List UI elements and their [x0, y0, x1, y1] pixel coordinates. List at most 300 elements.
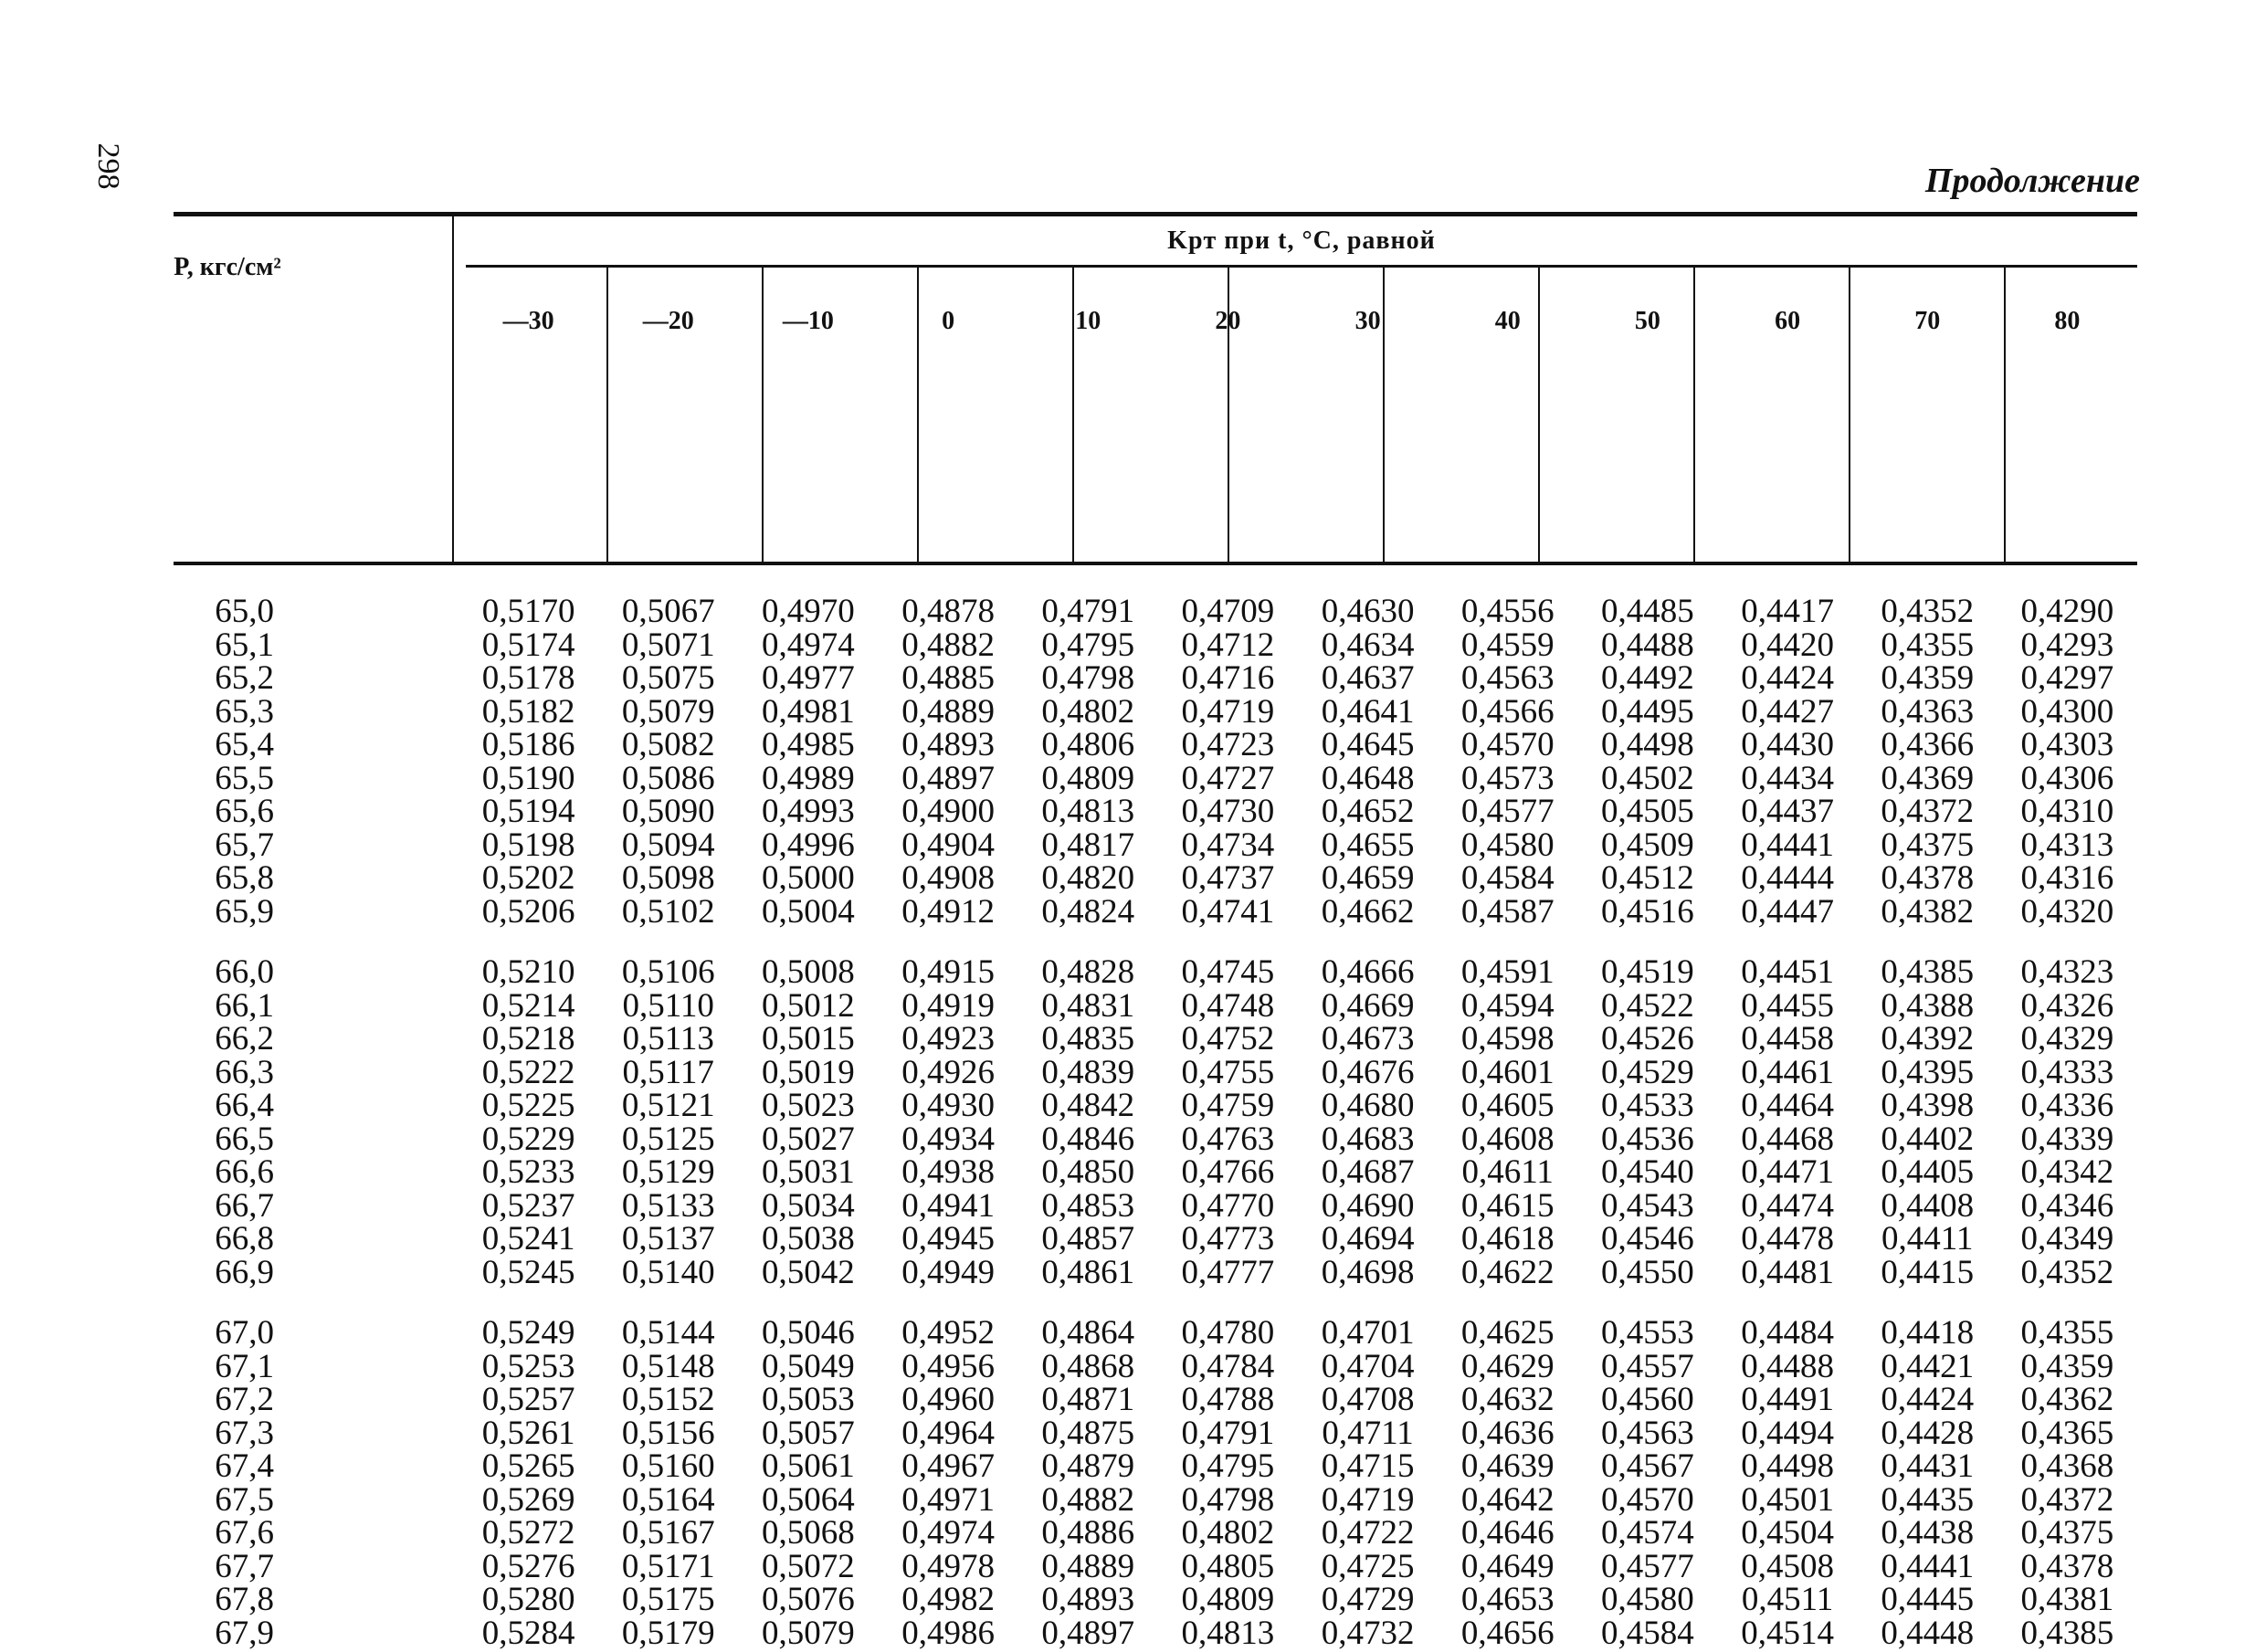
value-cell: 0,5094	[621, 826, 715, 864]
value-cell: 0,5272	[481, 1514, 575, 1552]
value-cell: 0,5164	[621, 1480, 715, 1519]
value-cell: 0,4734	[1181, 826, 1275, 864]
value-cell: 0,4362	[2020, 1381, 2114, 1418]
value-cell: 0,4784	[1181, 1347, 1275, 1385]
value-cell: 0,5031	[762, 1153, 855, 1191]
pressure-cell: 67,3	[215, 1414, 274, 1452]
table-row	[174, 1153, 2137, 1191]
value-cell: 0,4709	[1181, 593, 1275, 630]
value-cell: 0,4567	[1601, 1447, 1694, 1485]
value-cell: 0,4405	[1881, 1153, 1975, 1191]
value-cell: 0,4755	[1181, 1053, 1275, 1091]
value-cell: 0,4498	[1741, 1447, 1834, 1485]
pressure-cell: 66,9	[215, 1253, 274, 1291]
pressure-cell: 67,7	[215, 1547, 274, 1585]
value-cell: 0,4630	[1321, 593, 1415, 630]
value-cell: 0,5198	[481, 826, 575, 864]
value-cell: 0,5075	[621, 659, 715, 697]
header-bottom-rule	[174, 562, 2137, 565]
value-cell: 0,4971	[901, 1480, 995, 1519]
value-cell: 0,5053	[762, 1381, 855, 1418]
pressure-cell: 67,0	[215, 1314, 274, 1352]
value-cell: 0,4715	[1321, 1447, 1415, 1485]
value-cell: 0,4411	[1881, 1220, 1974, 1257]
value-cell: 0,4431	[1881, 1447, 1975, 1485]
value-cell: 0,4770	[1181, 1186, 1275, 1225]
value-cell: 0,4418	[1881, 1314, 1975, 1352]
value-cell: 0,4492	[1601, 659, 1694, 697]
table-row	[174, 1381, 2137, 1418]
value-cell: 0,4451	[1741, 953, 1834, 991]
table-row	[174, 1253, 2137, 1291]
value-cell: 0,4428	[1881, 1414, 1975, 1452]
value-cell: 0,5068	[762, 1514, 855, 1552]
value-cell: 0,4424	[1881, 1381, 1975, 1418]
value-cell: 0,4982	[901, 1581, 995, 1618]
value-cell: 0,4809	[1181, 1581, 1275, 1618]
pressure-cell: 66,2	[215, 1020, 274, 1057]
value-cell: 0,4868	[1041, 1347, 1135, 1385]
value-cell: 0,5015	[762, 1020, 855, 1057]
value-cell: 0,4398	[1881, 1087, 1975, 1124]
value-cell: 0,5082	[621, 726, 715, 763]
value-cell: 0,5249	[481, 1314, 575, 1352]
value-cell: 0,4474	[1741, 1186, 1834, 1225]
value-cell: 0,4570	[1601, 1480, 1694, 1519]
value-cell: 0,4919	[901, 986, 995, 1025]
value-cell: 0,4864	[1041, 1314, 1135, 1352]
value-cell: 0,4359	[1881, 659, 1975, 697]
value-cell: 0,4375	[1881, 826, 1975, 864]
value-cell: 0,4842	[1041, 1087, 1135, 1124]
table-row	[174, 892, 2137, 931]
value-cell: 0,4831	[1041, 986, 1135, 1025]
value-cell: 0,4716	[1181, 659, 1275, 697]
value-cell: 0,5079	[762, 1614, 855, 1652]
value-cell: 0,4553	[1601, 1314, 1694, 1352]
value-cell: 0,4306	[2020, 759, 2114, 797]
pressure-cell: 65,6	[215, 793, 274, 830]
value-cell: 0,4536	[1601, 1120, 1694, 1158]
value-cell: 0,4598	[1460, 1020, 1555, 1057]
value-cell: 0,4326	[2020, 986, 2114, 1025]
value-cell: 0,4543	[1601, 1186, 1694, 1225]
value-cell: 0,4508	[1741, 1547, 1834, 1585]
value-cell: 0,4656	[1460, 1614, 1555, 1652]
value-cell: 0,4504	[1741, 1514, 1834, 1552]
table-row	[174, 1547, 2137, 1585]
value-cell: 0,5110	[622, 986, 714, 1025]
table-row	[174, 1480, 2137, 1519]
value-cell: 0,4945	[901, 1220, 995, 1257]
value-cell: 0,5071	[621, 626, 715, 664]
temperature-column-header: —20	[642, 307, 694, 335]
value-cell: 0,4934	[901, 1120, 995, 1158]
value-cell: 0,4577	[1460, 793, 1555, 830]
value-cell: 0,5140	[621, 1253, 715, 1291]
value-cell: 0,4511	[1741, 1581, 1834, 1618]
value-cell: 0,4646	[1460, 1514, 1555, 1552]
value-cell: 0,4752	[1181, 1020, 1275, 1057]
value-cell: 0,4378	[2020, 1547, 2114, 1585]
value-cell: 0,4809	[1041, 759, 1135, 797]
value-cell: 0,4719	[1181, 692, 1275, 731]
temperature-column-header: 70	[1914, 307, 1941, 335]
value-cell: 0,4676	[1321, 1053, 1415, 1091]
temperature-column-header: 60	[1775, 307, 1801, 335]
value-cell: 0,4388	[1881, 986, 1975, 1025]
value-cell: 0,4879	[1041, 1447, 1135, 1485]
value-cell: 0,5113	[622, 1020, 714, 1057]
value-cell: 0,4857	[1041, 1220, 1135, 1257]
value-cell: 0,4529	[1601, 1053, 1694, 1091]
value-cell: 0,4915	[901, 953, 995, 991]
value-cell: 0,5042	[762, 1253, 855, 1291]
value-cell: 0,5079	[621, 692, 715, 731]
value-cell: 0,5004	[762, 892, 855, 931]
value-cell: 0,4560	[1601, 1381, 1694, 1418]
value-cell: 0,5148	[621, 1347, 715, 1385]
value-cell: 0,4662	[1321, 892, 1415, 931]
value-cell: 0,4587	[1460, 892, 1555, 931]
value-cell: 0,5076	[762, 1581, 855, 1618]
continued-label: Продолжение	[1924, 162, 2140, 200]
pressure-cell: 67,5	[215, 1480, 274, 1519]
value-cell: 0,4498	[1601, 726, 1694, 763]
value-cell: 0,5269	[481, 1480, 575, 1519]
table-row	[174, 1414, 2137, 1452]
value-cell: 0,5144	[621, 1314, 715, 1352]
table-row	[174, 1186, 2137, 1225]
value-cell: 0,4850	[1041, 1153, 1135, 1191]
value-cell: 0,4481	[1741, 1253, 1834, 1291]
value-cell: 0,4461	[1741, 1053, 1834, 1091]
value-cell: 0,4795	[1181, 1447, 1275, 1485]
value-cell: 0,4985	[762, 726, 855, 763]
value-cell: 0,4886	[1041, 1514, 1135, 1552]
table-row	[174, 1347, 2137, 1385]
value-cell: 0,4820	[1041, 859, 1135, 897]
pressure-cell: 66,1	[215, 986, 274, 1025]
value-cell: 0,4381	[2020, 1581, 2114, 1618]
value-cell: 0,4352	[1881, 593, 1975, 630]
pressure-cell: 66,5	[215, 1120, 274, 1158]
value-cell: 0,4977	[762, 659, 855, 697]
value-cell: 0,4759	[1181, 1087, 1275, 1124]
value-cell: 0,4653	[1460, 1581, 1555, 1618]
pressure-cell: 65,3	[215, 692, 274, 731]
value-cell: 0,4828	[1041, 953, 1135, 991]
value-cell: 0,4438	[1881, 1514, 1975, 1552]
value-cell: 0,4550	[1601, 1253, 1694, 1291]
table-row	[174, 692, 2137, 731]
value-cell: 0,4655	[1321, 826, 1415, 864]
value-cell: 0,4723	[1181, 726, 1275, 763]
pressure-cell: 65,9	[215, 892, 274, 931]
value-cell: 0,4683	[1321, 1120, 1415, 1158]
value-cell: 0,4608	[1460, 1120, 1555, 1158]
pressure-cell: 66,8	[215, 1220, 274, 1257]
value-cell: 0,4727	[1181, 759, 1275, 797]
value-cell: 0,4339	[2020, 1120, 2114, 1158]
value-cell: 0,4297	[2020, 659, 2114, 697]
value-cell: 0,4501	[1741, 1480, 1834, 1519]
value-cell: 0,4488	[1601, 626, 1694, 664]
value-cell: 0,4591	[1460, 953, 1555, 991]
value-cell: 0,4708	[1321, 1381, 1415, 1418]
value-cell: 0,4320	[2020, 892, 2114, 931]
value-cell: 0,5008	[762, 953, 855, 991]
value-cell: 0,5061	[762, 1447, 855, 1485]
table-row	[174, 1120, 2137, 1158]
pressure-cell: 67,9	[215, 1614, 274, 1652]
value-cell: 0,4645	[1321, 726, 1415, 763]
value-cell: 0,4737	[1181, 859, 1275, 897]
table-row	[174, 795, 2137, 828]
value-cell: 0,5019	[762, 1053, 855, 1091]
value-cell: 0,4748	[1181, 986, 1275, 1025]
value-cell: 0,5034	[762, 1186, 855, 1225]
value-cell: 0,4375	[2020, 1514, 2114, 1552]
value-cell: 0,4455	[1741, 986, 1834, 1025]
value-cell: 0,4900	[901, 793, 995, 830]
value-cell: 0,4669	[1321, 986, 1415, 1025]
value-cell: 0,4359	[2020, 1347, 2114, 1385]
table-row	[174, 1614, 2137, 1652]
value-cell: 0,4788	[1181, 1381, 1275, 1418]
value-cell: 0,4484	[1741, 1314, 1834, 1352]
value-cell: 0,5190	[481, 759, 575, 797]
value-cell: 0,5046	[762, 1314, 855, 1352]
value-cell: 0,4329	[2020, 1020, 2114, 1057]
value-cell: 0,4993	[762, 793, 855, 830]
value-cell: 0,4806	[1041, 726, 1135, 763]
value-cell: 0,5049	[762, 1347, 855, 1385]
value-cell: 0,5125	[621, 1120, 715, 1158]
value-cell: 0,4659	[1321, 859, 1415, 897]
value-cell: 0,4871	[1041, 1381, 1135, 1418]
value-cell: 0,4488	[1741, 1347, 1834, 1385]
value-cell: 0,4333	[2020, 1053, 2114, 1091]
value-cell: 0,4741	[1181, 892, 1275, 931]
value-cell: 0,4711	[1322, 1414, 1414, 1452]
value-cell: 0,4893	[1041, 1581, 1135, 1618]
value-cell: 0,4642	[1460, 1480, 1555, 1519]
value-cell: 0,5129	[621, 1153, 715, 1191]
value-cell: 0,5167	[621, 1514, 715, 1552]
table-row	[174, 1053, 2137, 1091]
value-cell: 0,4494	[1741, 1414, 1834, 1452]
value-cell: 0,5106	[621, 953, 715, 991]
value-cell: 0,5072	[762, 1547, 855, 1585]
value-cell: 0,5194	[481, 793, 575, 830]
value-cell: 0,4824	[1041, 892, 1135, 931]
value-cell: 0,4355	[1881, 626, 1975, 664]
value-cell: 0,4941	[901, 1186, 995, 1225]
temperature-column-header: 0	[942, 307, 955, 335]
value-cell: 0,5067	[621, 593, 715, 630]
value-cell: 0,5090	[621, 793, 715, 830]
value-cell: 0,4300	[2020, 692, 2114, 731]
value-cell: 0,4780	[1181, 1314, 1275, 1352]
value-cell: 0,4448	[1881, 1614, 1975, 1652]
value-cell: 0,4791	[1181, 1414, 1275, 1452]
value-cell: 0,4875	[1041, 1414, 1135, 1452]
value-cell: 0,4447	[1741, 892, 1834, 931]
value-cell: 0,4813	[1181, 1614, 1275, 1652]
value-cell: 0,4505	[1601, 793, 1694, 830]
value-cell: 0,5175	[621, 1581, 715, 1618]
value-cell: 0,5182	[481, 692, 575, 731]
value-cell: 0,4349	[2020, 1220, 2114, 1257]
value-cell: 0,4577	[1601, 1547, 1694, 1585]
value-cell: 0,4441	[1881, 1547, 1975, 1585]
value-cell: 0,4574	[1601, 1514, 1694, 1552]
value-cell: 0,4882	[1041, 1480, 1135, 1519]
value-cell: 0,4366	[1881, 726, 1975, 763]
value-cell: 0,4509	[1601, 826, 1694, 864]
value-cell: 0,4382	[1881, 892, 1975, 931]
header-sub-rule	[466, 265, 2137, 268]
value-cell: 0,4313	[2020, 826, 2114, 864]
value-cell: 0,4372	[1881, 793, 1975, 830]
value-cell: 0,4889	[901, 692, 995, 731]
value-cell: 0,4290	[2020, 593, 2114, 630]
value-cell: 0,4293	[2020, 626, 2114, 664]
page-number: 298	[91, 142, 125, 190]
value-cell: 0,5137	[621, 1220, 715, 1257]
value-cell: 0,5160	[621, 1447, 715, 1485]
temperature-column-header: 30	[1354, 307, 1381, 335]
value-cell: 0,4355	[2020, 1314, 2114, 1352]
value-cell: 0,4687	[1321, 1153, 1415, 1191]
value-cell: 0,5102	[621, 892, 715, 931]
value-cell: 0,4813	[1041, 793, 1135, 830]
value-cell: 0,5117	[622, 1053, 714, 1091]
value-cell: 0,4649	[1460, 1547, 1555, 1585]
pressure-cell: 67,1	[215, 1347, 274, 1385]
value-cell: 0,4673	[1321, 1020, 1415, 1057]
table-row	[174, 726, 2137, 763]
value-cell: 0,5253	[481, 1347, 575, 1385]
value-cell: 0,4437	[1741, 793, 1834, 830]
table-row	[174, 759, 2137, 797]
value-cell: 0,4719	[1321, 1480, 1415, 1519]
value-cell: 0,4698	[1321, 1253, 1415, 1291]
k-header: Kpт при t, °C, равной	[1167, 226, 1436, 255]
value-cell: 0,4385	[2020, 1614, 2114, 1652]
value-cell: 0,4773	[1181, 1220, 1275, 1257]
value-cell: 0,4817	[1041, 826, 1135, 864]
pressure-cell: 66,3	[215, 1053, 274, 1091]
value-cell: 0,5057	[762, 1414, 855, 1452]
value-cell: 0,4897	[1041, 1614, 1135, 1652]
value-cell: 0,4882	[901, 626, 995, 664]
value-cell: 0,4563	[1460, 659, 1555, 697]
value-cell: 0,4704	[1321, 1347, 1415, 1385]
value-cell: 0,4952	[901, 1314, 995, 1352]
value-cell: 0,4897	[901, 759, 995, 797]
value-cell: 0,4417	[1741, 593, 1834, 630]
value-cell: 0,4570	[1460, 726, 1555, 763]
value-cell: 0,4777	[1181, 1253, 1275, 1291]
pressure-cell: 67,2	[215, 1381, 274, 1418]
pressure-cell: 65,7	[215, 826, 274, 864]
value-cell: 0,4926	[901, 1053, 995, 1091]
value-cell: 0,4556	[1460, 593, 1555, 630]
pressure-cell: 66,4	[215, 1087, 274, 1124]
value-cell: 0,4316	[2020, 859, 2114, 897]
value-cell: 0,4346	[2020, 1186, 2114, 1225]
value-cell: 0,4795	[1041, 626, 1135, 664]
value-cell: 0,5038	[762, 1220, 855, 1257]
value-cell: 0,4725	[1321, 1547, 1415, 1585]
value-cell: 0,4648	[1321, 759, 1415, 797]
value-cell: 0,4430	[1741, 726, 1834, 763]
value-cell: 0,4835	[1041, 1020, 1135, 1057]
value-cell: 0,5202	[481, 859, 575, 897]
value-cell: 0,5280	[481, 1581, 575, 1618]
value-cell: 0,4441	[1741, 826, 1834, 864]
value-cell: 0,4964	[901, 1414, 995, 1452]
pressure-cell: 65,2	[215, 659, 274, 697]
value-cell: 0,5179	[621, 1614, 715, 1652]
value-cell: 0,4949	[901, 1253, 995, 1291]
value-cell: 0,5186	[481, 726, 575, 763]
value-cell: 0,4889	[1041, 1547, 1135, 1585]
value-cell: 0,4908	[901, 859, 995, 897]
value-cell: 0,5086	[621, 759, 715, 797]
value-cell: 0,5178	[481, 659, 575, 697]
value-cell: 0,4434	[1741, 759, 1834, 797]
pressure-cell: 67,4	[215, 1447, 274, 1485]
value-cell: 0,5222	[481, 1053, 575, 1091]
value-cell: 0,4303	[2020, 726, 2114, 763]
value-cell: 0,4421	[1881, 1347, 1975, 1385]
value-cell: 0,4458	[1741, 1020, 1834, 1057]
table-row	[174, 1220, 2137, 1257]
value-cell: 0,4563	[1601, 1414, 1694, 1452]
table-row	[174, 626, 2137, 664]
value-cell: 0,4798	[1041, 659, 1135, 697]
value-cell: 0,5265	[481, 1447, 575, 1485]
pressure-cell: 67,6	[215, 1514, 274, 1552]
table-row	[174, 1581, 2137, 1618]
value-cell: 0,4594	[1460, 986, 1555, 1025]
value-cell: 0,4666	[1321, 953, 1415, 991]
table-row	[174, 953, 2137, 991]
pressure-cell: 66,7	[215, 1186, 274, 1225]
value-cell: 0,5174	[481, 626, 575, 664]
value-cell: 0,4519	[1601, 953, 1694, 991]
value-cell: 0,4323	[2020, 953, 2114, 991]
value-cell: 0,4478	[1741, 1220, 1834, 1257]
value-cell: 0,4385	[1881, 953, 1975, 991]
value-cell: 0,4468	[1741, 1120, 1834, 1158]
value-cell: 0,4522	[1601, 986, 1694, 1025]
value-cell: 0,4632	[1460, 1381, 1555, 1418]
value-cell: 0,5276	[481, 1547, 575, 1585]
value-cell: 0,5257	[481, 1381, 575, 1418]
value-cell: 0,4878	[901, 593, 995, 630]
value-cell: 0,5284	[481, 1614, 575, 1652]
value-cell: 0,5229	[481, 1120, 575, 1158]
value-cell: 0,4392	[1881, 1020, 1975, 1057]
value-cell: 0,4930	[901, 1087, 995, 1124]
value-cell: 0,4402	[1881, 1120, 1975, 1158]
value-cell: 0,4938	[901, 1153, 995, 1191]
value-cell: 0,4904	[901, 826, 995, 864]
